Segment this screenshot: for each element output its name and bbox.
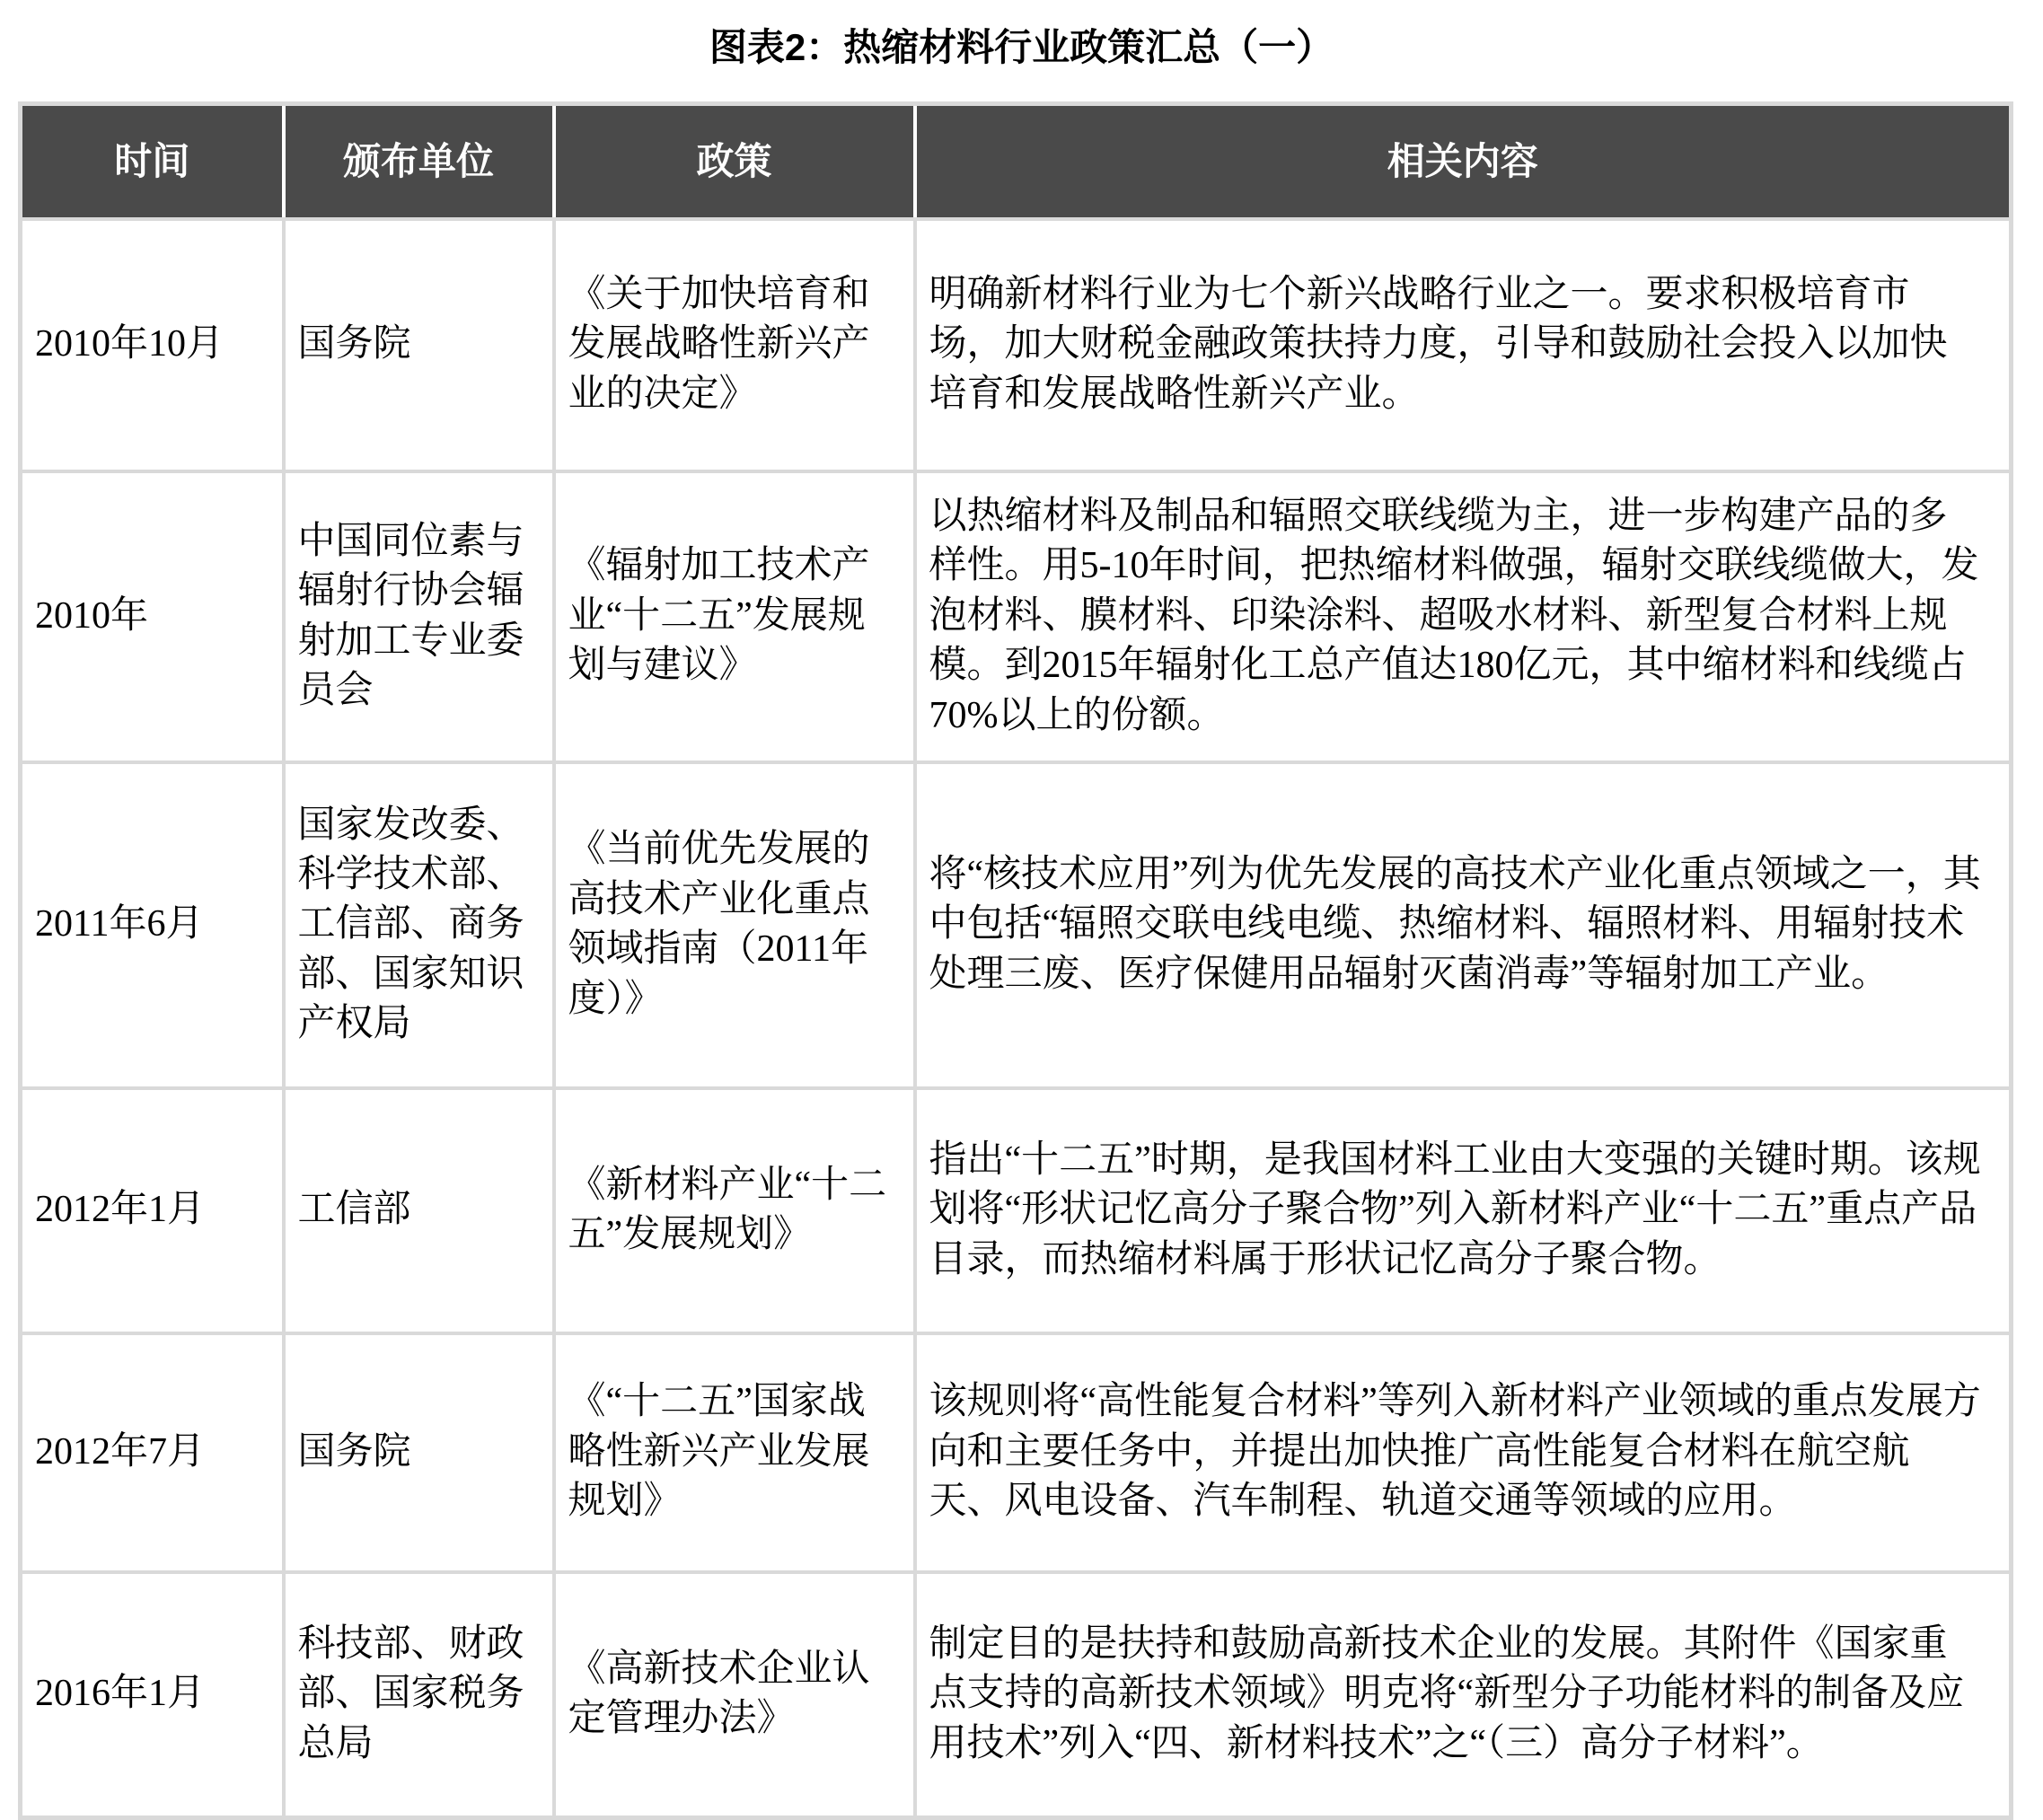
header-time: 时间 [21, 103, 284, 219]
cell-time: 2010年 [21, 471, 284, 762]
cell-content: 以热缩材料及制品和辐照交联线缆为主，进一步构建产品的多样性。用5-10年时间，把热缩材料做强，辐射交联线缆做大，发泡材料、膜材料、印染涂料、超吸水材料、新型复合材料上规模。到2015年辐射化工总产值达180亿元，其中缩材料和线缆占70%以上的份额。 [915, 471, 2012, 762]
table-row [21, 471, 2012, 762]
cell-content: 该规则将“高性能复合材料”等列入新材料产业领域的重点发展方向和主要任务中，并提出加快推广高性能复合材料在航空航天、风电设备、汽车制程、轨道交通等领域的应用。 [915, 1333, 2012, 1572]
page-title: 图表2：热缩材料行业政策汇总（一） [709, 26, 1334, 68]
table-row [21, 1572, 2012, 1818]
cell-content: 制定目的是扶持和鼓励高新技术企业的发展。其附件《国家重点支持的高新技术领域》明克将“新型分子功能材料的制备及应用技术”列入“四、新材料技术”之“（三）高分子材料”。 [915, 1572, 2012, 1818]
table-row [21, 1088, 2012, 1333]
cell-time: 2012年7月 [21, 1333, 284, 1572]
cell-unit: 科技部、财政部、国家税务总局 [284, 1572, 554, 1818]
table-row [21, 219, 2012, 471]
cell-policy: 《辐射加工技术产业“十二五”发展规划与建议》 [554, 471, 915, 762]
cell-unit: 国务院 [284, 1333, 554, 1572]
header-policy: 政策 [554, 103, 915, 219]
cell-content: 明确新材料行业为七个新兴战略行业之一。要求积极培育市场，加大财税金融政策扶持力度，引导和鼓励社会投入以加快培育和发展战略性新兴产业。 [915, 219, 2012, 471]
header-content: 相关内容 [915, 103, 2012, 219]
cell-policy: 《当前优先发展的高技术产业化重点领域指南（2011年度）》 [554, 762, 915, 1088]
cell-time: 2010年10月 [21, 219, 284, 471]
header-row [21, 103, 2012, 219]
cell-time: 2012年1月 [21, 1088, 284, 1333]
table-row [21, 1333, 2012, 1572]
policy-table [18, 101, 2013, 1820]
cell-time: 2016年1月 [21, 1572, 284, 1818]
cell-unit: 国务院 [284, 219, 554, 471]
cell-policy: 《高新技术企业认定管理办法》 [554, 1572, 915, 1818]
cell-policy: 《新材料产业“十二五”发展规划》 [554, 1088, 915, 1333]
cell-unit: 工信部 [284, 1088, 554, 1333]
cell-time: 2011年6月 [21, 762, 284, 1088]
table-row [21, 762, 2012, 1088]
cell-policy: 《“十二五”国家战略性新兴产业发展规划》 [554, 1333, 915, 1572]
header-unit: 颁布单位 [284, 103, 554, 219]
cell-unit: 国家发改委、科学技术部、工信部、商务部、国家知识产权局 [284, 762, 554, 1088]
cell-unit: 中国同位素与辐射行协会辐射加工专业委员会 [284, 471, 554, 762]
cell-content: 指出“十二五”时期，是我国材料工业由大变强的关键时期。该规划将“形状记忆高分子聚合物”列入新材料产业“十二五”重点产品目录，而热缩材料属于形状记忆高分子聚合物。 [915, 1088, 2012, 1333]
cell-content: 将“核技术应用”列为优先发展的高技术产业化重点领域之一，其中包括“辐照交联电线电缆、热缩材料、辐照材料、用辐射技术处理三废、医疗保健用品辐射灭菌消毒”等辐射加工产业。 [915, 762, 2012, 1088]
cell-policy: 《关于加快培育和发展战略性新兴产业的决定》 [554, 219, 915, 471]
